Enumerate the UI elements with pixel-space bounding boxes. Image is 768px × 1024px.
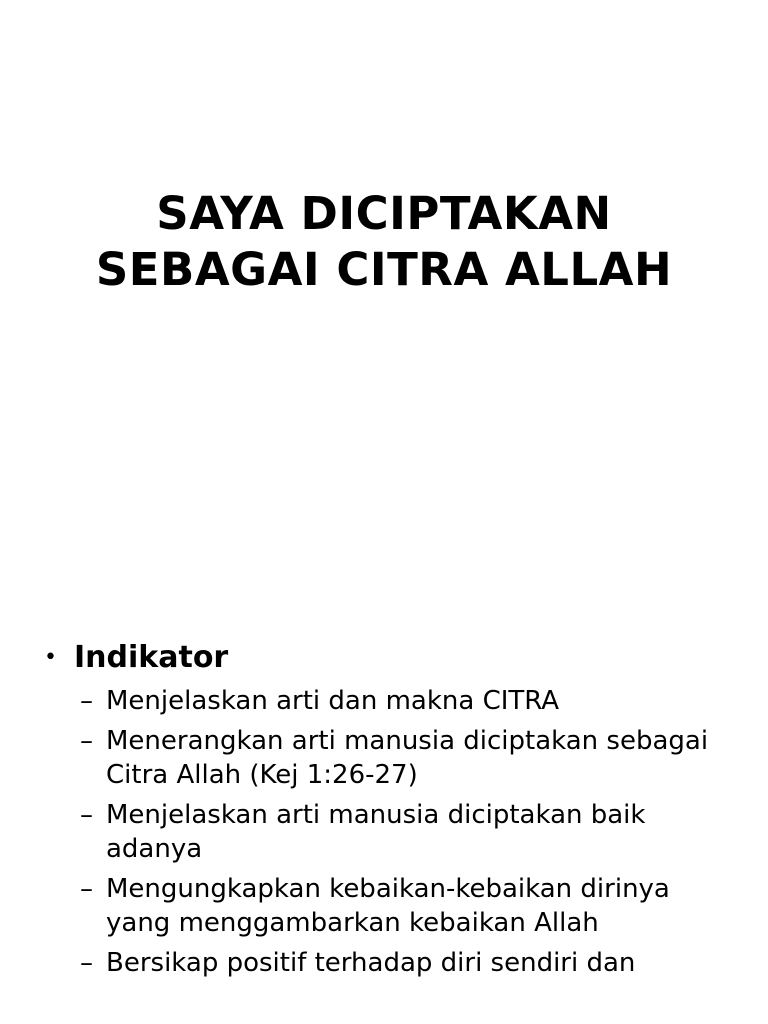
dash-icon: –	[80, 725, 93, 756]
list-item	[40, 946, 726, 981]
list-item	[40, 724, 726, 793]
list-item-text: Mengungkapkan kebaikan-kebaikan dirinya yang menggambarkan kebaikan Allah	[106, 873, 670, 938]
list-item-text: Bersikap positif terhadap diri sendiri dan	[106, 947, 636, 978]
list-item	[40, 798, 726, 867]
slide-title-line-1: SAYA DICIPTAKAN	[156, 187, 612, 240]
list-item-text: Menerangkan arti manusia diciptakan sebagai Citra Allah (Kej 1:26-27)	[106, 725, 709, 790]
bullet-dot-icon: •	[44, 645, 57, 670]
bullet-indikator	[40, 638, 740, 678]
slide-title	[0, 186, 768, 298]
dash-icon: –	[80, 686, 93, 716]
dash-icon: –	[80, 947, 93, 978]
slide-content	[40, 638, 740, 985]
list-item	[40, 872, 726, 941]
dash-icon: –	[80, 873, 93, 904]
list-item	[40, 684, 726, 719]
list-item-text: Menjelaskan arti dan makna CITRA	[106, 686, 560, 716]
list-item-text: Menjelaskan arti manusia diciptakan baik adanya	[106, 799, 646, 864]
slide-title-line-2: SEBAGAI CITRA ALLAH	[95, 243, 673, 296]
indikator-list	[40, 684, 740, 980]
dash-icon: –	[80, 799, 93, 830]
bullet-heading: Indikator	[74, 640, 229, 675]
